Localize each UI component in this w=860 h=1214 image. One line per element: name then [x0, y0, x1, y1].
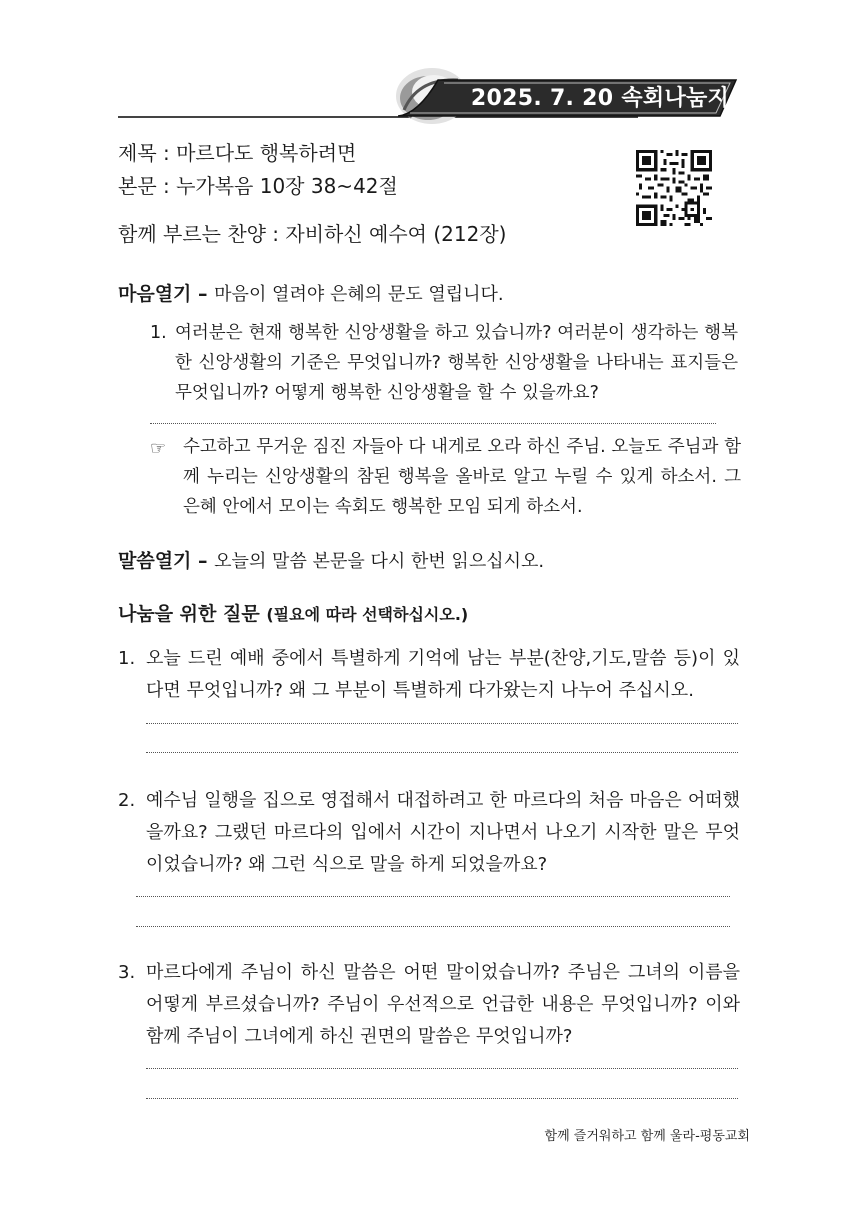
section-note: (필요에 따라 선택하십시오.)	[266, 605, 469, 624]
section-subtitle: 마음이 열려야 은혜의 문도 열립니다.	[214, 284, 504, 305]
section-title: 말씀열기	[118, 550, 192, 572]
answer-line	[136, 926, 730, 927]
answer-line	[146, 1068, 738, 1069]
section-dash: –	[198, 283, 208, 305]
question-number: 3.	[118, 962, 136, 983]
footer-church-motto: 함께 즐거워하고 함께 울라-평동교회	[544, 1129, 750, 1144]
section-title: 마음열기	[118, 283, 192, 305]
sharing-question-2: 예수님 일행을 집으로 영접해서 대접하려고 한 마르다의 처음 마음은 어떠했을까요? 그랬던 마르다의 입에서 시간이 지나면서 나오기 시작한 말은 무엇이었습니까? 왜 그런 식으로 말을 하게 되었을까요?	[146, 790, 740, 875]
sharing-question-3: 마르다에게 주님이 하신 말씀은 어떤 말이었습니까? 주님은 그녀의 이름을 어떻게 부르셨습니까? 주님이 우선적으로 언급한 내용은 무엇입니까? 이와 함께 주님이 그녀에게 하신 권면의 말씀은 무엇입니까?	[146, 962, 740, 1047]
section-title: 나눔을 위한 질문	[118, 603, 260, 625]
section-sharing-questions	[118, 600, 468, 629]
answer-line	[136, 896, 730, 897]
answer-line	[150, 423, 716, 424]
question-number: 1.	[150, 323, 167, 343]
answer-line	[146, 1098, 738, 1099]
opening-prayer: 수고하고 무거운 짐진 자들아 다 내게로 오라 하신 주님. 오늘도 주님과 함께 누리는 신앙생활의 참된 행복을 올바로 알고 누릴 수 있게 하소서. 그 은혜 안에서 모이는 속회도 행복한 모임 되게 하소서.	[183, 437, 741, 517]
qr-code-icon	[636, 150, 712, 226]
answer-line	[146, 752, 738, 753]
section-subtitle: 오늘의 말씀 본문을 다시 한번 읽으십시오.	[214, 551, 545, 572]
scripture-reference: 본문 : 누가복음 10장 38~42절	[118, 174, 398, 198]
sharing-question-1: 오늘 드린 예배 중에서 특별하게 기억에 남는 부분(찬양,기도,말씀 등)이 있다면 무엇입니까? 왜 그 부분이 특별하게 다가왔는지 나누어 주십시오.	[146, 648, 740, 701]
pointing-hand-icon: ☞	[150, 438, 167, 459]
banner-title: 2025. 7. 20 속회나눔지	[470, 86, 730, 111]
section-dash: –	[198, 550, 208, 572]
sermon-title: 제목 : 마르다도 행복하려면	[118, 141, 357, 165]
question-number: 1.	[118, 648, 136, 669]
question-number: 2.	[118, 790, 136, 811]
section-opening-word	[118, 547, 544, 576]
hymn-line: 함께 부르는 찬양 : 자비하신 예수여 (212장)	[118, 222, 507, 246]
opening-question: 여러분은 현재 행복한 신앙생활을 하고 있습니까? 여러분이 생각하는 행복한 신앙생활의 기준은 무엇입니까? 행복한 신앙생활을 나타내는 표지들은 무엇입니까? 어떻게 행복한 신앙생활을 할 수 있을까요?	[175, 323, 738, 403]
answer-line	[146, 723, 738, 724]
section-opening-heart	[118, 280, 504, 309]
